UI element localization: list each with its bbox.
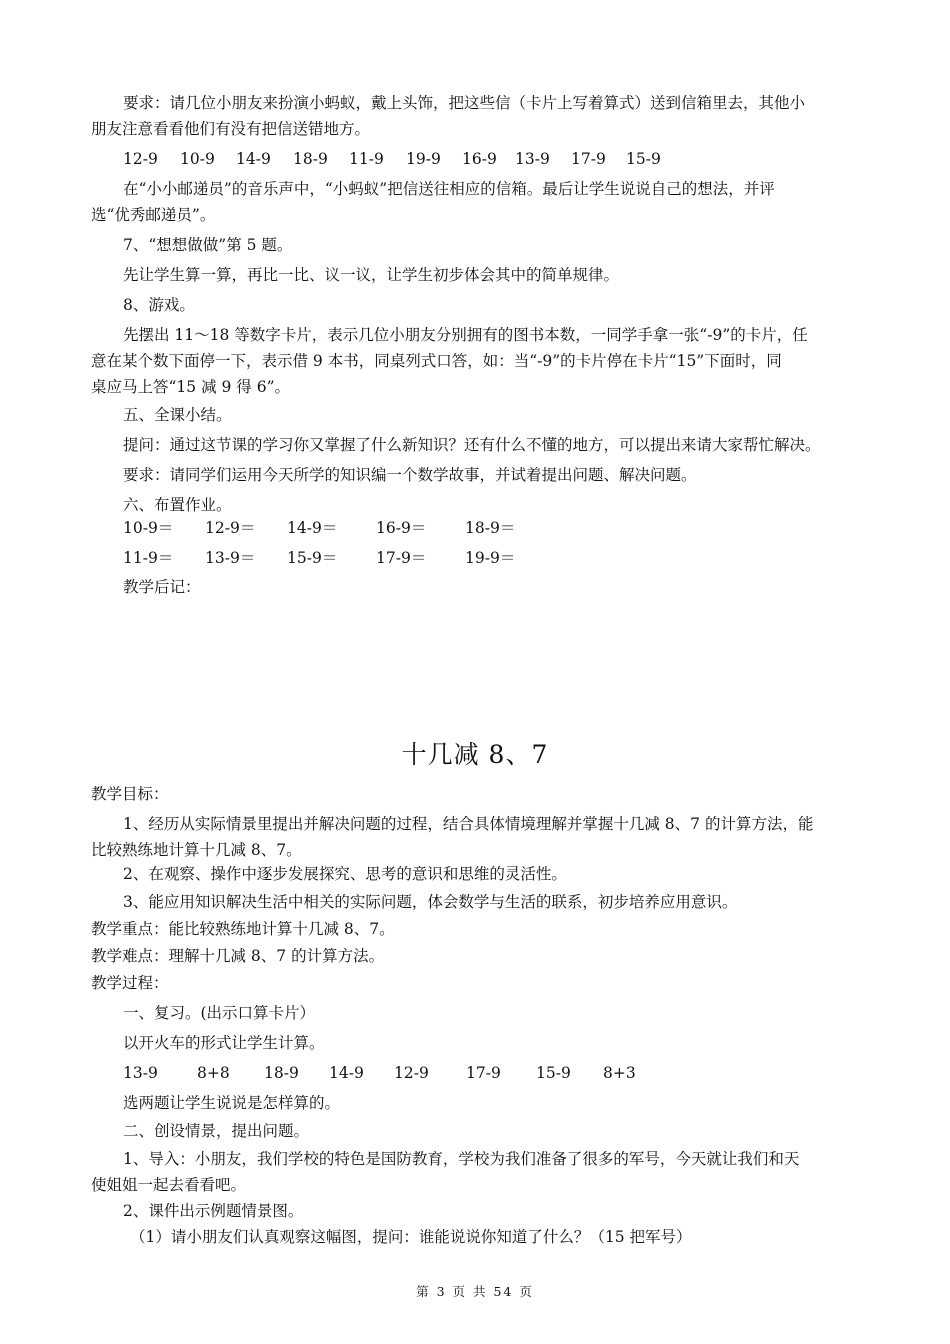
goals-label: 教学目标：: [91, 785, 169, 803]
goal-1-line-2: 比较熟练地计算十几减 8、7。: [91, 841, 302, 859]
review-card: 18-9: [264, 1064, 299, 1082]
requirement-line-1: 要求：请几位小朋友来扮演小蚂蚁，戴上头饰，把这些信（卡片上写着算式）送到信箱里去，其他小: [123, 94, 806, 112]
homework-item: 19-9＝: [465, 549, 516, 567]
game-line-1: 先摆出 11～18 等数字卡片，表示几位小朋友分别拥有的图书本数，一同学手拿一张“-9”的卡片，任: [123, 326, 808, 344]
summary-heading: 五、全课小结。: [123, 406, 232, 424]
review-card: 13-9: [123, 1064, 158, 1082]
goal-3: 3、能应用知识解决生活中相关的实际问题，体会数学与生活的联系，初步培养应用意识。: [123, 893, 738, 911]
homework-item: 11-9＝: [123, 549, 174, 567]
letter-card: 12-9: [123, 150, 158, 168]
process-label: 教学过程：: [91, 974, 169, 992]
requirement-line-2: 朋友注意看看他们有没有把信送错地方。: [91, 120, 371, 138]
game-line-2: 意在某个数下面停一下，表示借 9 本书，同桌列式口答，如：当“-9”的卡片停在卡片“15”下面时，同: [91, 352, 782, 370]
game-line-3: 桌应马上答“15 减 9 得 6”。: [91, 378, 291, 396]
intro-line-2: 使姐姐一起去看看吧。: [91, 1176, 247, 1194]
letter-card: 19-9: [406, 150, 441, 168]
letter-card: 13-9: [515, 150, 550, 168]
homework-item: 14-9＝: [287, 519, 338, 537]
goal-1-line-1: 1、经历从实际情景里提出并解决问题的过程，结合具体情境理解并掌握十几减 8、7 的计算方法，能: [123, 815, 814, 833]
letter-card: 11-9: [349, 150, 384, 168]
summary-question: 提问：通过这节课的学习你又掌握了什么新知识？还有什么不懂的地方，可以提出来请大家帮忙解决。: [123, 436, 821, 454]
music-line-1: 在“小小邮递员”的音乐声中，“小蚂蚁”把信送往相应的信箱。最后让学生说说自己的想法，并评: [123, 180, 775, 198]
courseware-line: 2、课件出示例题情景图。: [123, 1202, 304, 1220]
review-card: 12-9: [394, 1064, 429, 1082]
homework-item: 15-9＝: [287, 549, 338, 567]
intro-line-1: 1、导入：小朋友，我们学校的特色是国防教育，学校为我们准备了很多的军号，今天就让我们和天: [123, 1150, 800, 1168]
review-heading: 一、复习。(出示口算卡片）: [123, 1004, 316, 1022]
letter-card: 15-9: [626, 150, 661, 168]
summary-requirement: 要求：请同学们运用今天所学的知识编一个数学故事，并试着提出问题、解决问题。: [123, 466, 697, 484]
homework-item: 13-9＝: [205, 549, 256, 567]
review-card: 15-9: [536, 1064, 571, 1082]
goal-2: 2、在观察、操作中逐步发展探究、思考的意识和思维的灵活性。: [123, 865, 567, 883]
homework-item: 17-9＝: [376, 549, 427, 567]
item-7-description: 先让学生算一算，再比一比、议一议，让学生初步体会其中的简单规律。: [123, 266, 620, 284]
review-card: 14-9: [329, 1064, 364, 1082]
letter-card: 16-9: [462, 150, 497, 168]
observe-line: （1）请小朋友们认真观察这幅图，提问：谁能说说你知道了什么？（15 把军号）: [130, 1228, 692, 1246]
review-card: 8+3: [603, 1064, 636, 1082]
postscript-label: 教学后记：: [123, 578, 201, 596]
item-7-heading: 7、“想想做做”第 5 题。: [123, 236, 293, 254]
page-number-footer: 第 3 页 共 54 页: [416, 1284, 534, 1299]
letter-card: 14-9: [236, 150, 271, 168]
item-8-heading: 8、游戏。: [123, 296, 195, 314]
letter-card: 18-9: [293, 150, 328, 168]
letter-card: 17-9: [571, 150, 606, 168]
homework-item: 16-9＝: [376, 519, 427, 537]
review-card: 8+8: [197, 1064, 230, 1082]
homework-item: 18-9＝: [465, 519, 516, 537]
key-point: 教学重点：能比较熟练地计算十几减 8、7。: [91, 920, 395, 938]
homework-item: 12-9＝: [205, 519, 256, 537]
homework-item: 10-9＝: [123, 519, 174, 537]
review-description: 以开火车的形式让学生计算。: [123, 1034, 325, 1052]
review-followup: 选两题让学生说说是怎样算的。: [123, 1094, 341, 1112]
music-line-2: 选“优秀邮递员”。: [91, 206, 216, 224]
review-card: 17-9: [466, 1064, 501, 1082]
lesson-title: 十几减 8、7: [401, 740, 549, 769]
letter-card: 10-9: [180, 150, 215, 168]
difficulty: 教学难点：理解十几减 8、7 的计算方法。: [91, 947, 385, 965]
homework-heading: 六、布置作业。: [123, 496, 232, 514]
scene-heading: 二、创设情景，提出问题。: [123, 1122, 310, 1140]
